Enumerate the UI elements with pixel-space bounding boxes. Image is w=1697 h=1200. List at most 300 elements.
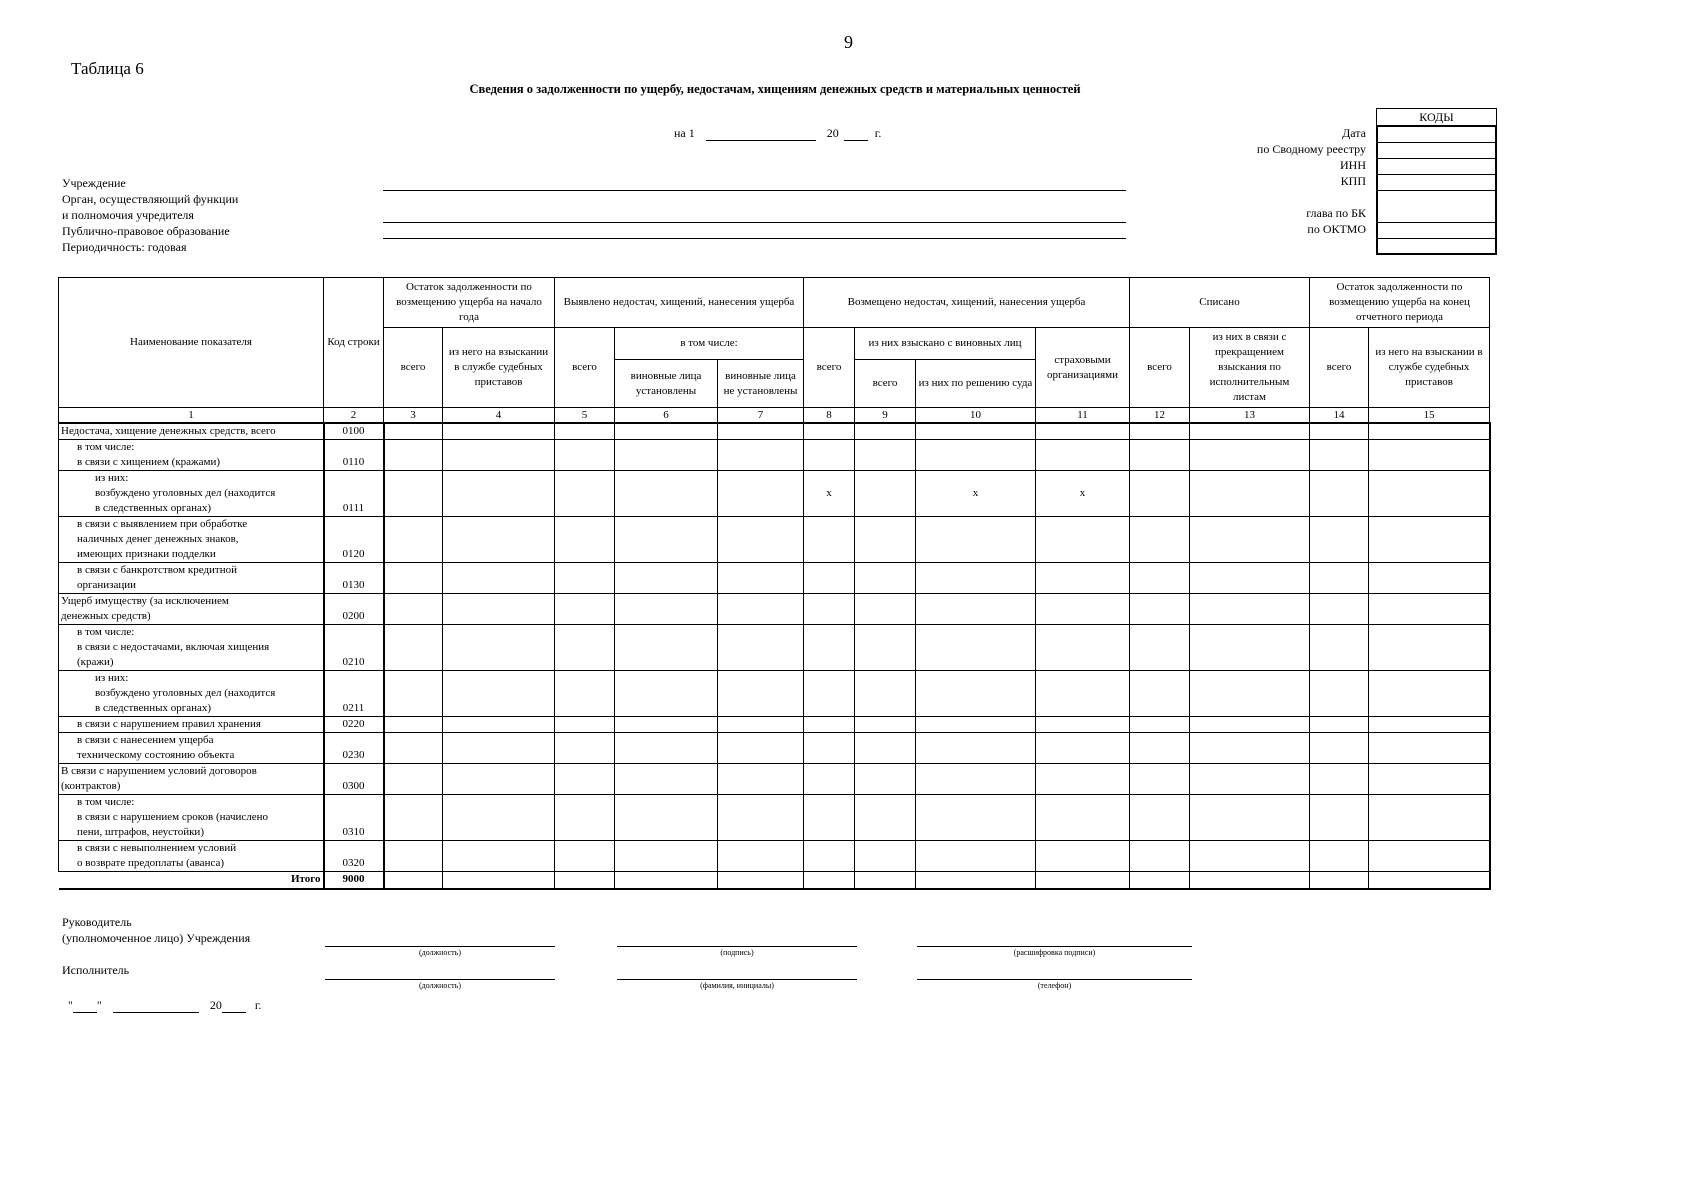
value-cell[interactable] — [855, 471, 916, 517]
signature-year-field[interactable] — [222, 999, 246, 1013]
signature-date-suffix: г. — [254, 998, 262, 1012]
executor-caption-name: (фамилия, инициалы) — [700, 981, 774, 990]
value-cell[interactable] — [1310, 471, 1369, 517]
code-cell-empty[interactable] — [1378, 239, 1495, 253]
column-number: 5 — [555, 408, 615, 424]
value-cell[interactable] — [1369, 841, 1490, 872]
value-cell[interactable] — [1310, 764, 1369, 795]
value-cell[interactable] — [855, 795, 916, 841]
total-value-cell[interactable] — [1190, 872, 1310, 889]
value-cell[interactable] — [384, 471, 443, 517]
column-number: 9 — [855, 408, 916, 424]
value-cell[interactable] — [443, 841, 555, 872]
total-value-cell[interactable] — [804, 872, 855, 889]
value-cell[interactable] — [1310, 517, 1369, 563]
value-cell[interactable] — [1130, 423, 1190, 440]
value-cell[interactable] — [615, 625, 718, 671]
column-number: 8 — [804, 408, 855, 424]
value-cell[interactable] — [384, 717, 443, 733]
value-cell[interactable] — [1130, 841, 1190, 872]
header-from-guilty: из них взыскано с виновных лиц — [855, 328, 1036, 360]
column-number-row — [59, 408, 1490, 424]
value-cell[interactable] — [1036, 563, 1130, 594]
code-cell-date[interactable] — [1378, 127, 1495, 143]
value-cell[interactable] — [1369, 795, 1490, 841]
executor-caption-position: (должность) — [419, 981, 461, 990]
public-entity-field-line[interactable] — [383, 238, 1126, 239]
value-cell[interactable] — [855, 764, 916, 795]
org-founder-label-1: Орган, осуществляющий функции — [62, 192, 239, 206]
row-code: 0130 — [324, 563, 384, 594]
value-cell[interactable] — [1310, 594, 1369, 625]
value-cell[interactable] — [615, 440, 718, 471]
value-cell[interactable] — [1310, 841, 1369, 872]
value-cell[interactable] — [1190, 733, 1310, 764]
value-cell[interactable] — [916, 440, 1036, 471]
value-cell[interactable] — [718, 733, 804, 764]
value-cell[interactable] — [555, 517, 615, 563]
not-applicable-mark: x — [804, 471, 855, 517]
value-cell[interactable] — [1369, 423, 1490, 440]
header-balance-start: Остаток задолженности по возмещению ущерба на начало года — [384, 278, 555, 328]
total-value-cell[interactable] — [855, 872, 916, 889]
row-code: 0300 — [324, 764, 384, 795]
head-signature-line[interactable] — [617, 946, 857, 947]
executor-position-line[interactable] — [325, 979, 555, 980]
value-cell[interactable] — [1190, 795, 1310, 841]
row-name: в том числе: в связи с нарушением сроков (начислено пени, штрафов, неустойки) — [59, 795, 324, 841]
value-cell[interactable] — [855, 733, 916, 764]
value-cell[interactable] — [443, 594, 555, 625]
value-cell[interactable] — [384, 440, 443, 471]
value-cell[interactable] — [1036, 440, 1130, 471]
total-value-cell[interactable] — [1130, 872, 1190, 889]
value-cell[interactable] — [1190, 717, 1310, 733]
value-cell[interactable] — [1190, 764, 1310, 795]
header-total-3: всего — [384, 328, 443, 408]
header-balance-end: Остаток задолженности по возмещению ущерба на конец отчетного периода — [1310, 278, 1490, 328]
value-cell[interactable] — [1036, 671, 1130, 717]
header-code: Код строки — [324, 278, 384, 408]
value-cell[interactable] — [718, 563, 804, 594]
value-cell[interactable] — [443, 795, 555, 841]
header-guilty-not-set: виновные лица не установлены — [718, 360, 804, 408]
code-cell-bk[interactable] — [1378, 191, 1495, 223]
value-cell[interactable] — [916, 733, 1036, 764]
value-cell[interactable] — [916, 625, 1036, 671]
date-quote-close: " — [96, 998, 102, 1012]
codes-header: КОДЫ — [1376, 108, 1497, 125]
periodicity-label: Периодичность: годовая — [62, 240, 187, 254]
date-year-field[interactable] — [844, 127, 868, 141]
value-cell[interactable] — [1190, 517, 1310, 563]
header-incl: в том числе: — [615, 328, 804, 360]
value-cell[interactable] — [555, 733, 615, 764]
total-value-cell[interactable] — [555, 872, 615, 889]
report-date-line — [674, 126, 881, 141]
row-code: 0111 — [324, 471, 384, 517]
value-cell[interactable] — [916, 671, 1036, 717]
value-cell[interactable] — [804, 440, 855, 471]
value-cell[interactable] — [855, 625, 916, 671]
value-cell[interactable] — [804, 625, 855, 671]
value-cell[interactable] — [1130, 795, 1190, 841]
value-cell[interactable] — [916, 795, 1036, 841]
value-cell[interactable] — [1190, 563, 1310, 594]
value-cell[interactable] — [1190, 841, 1310, 872]
column-number: 6 — [615, 408, 718, 424]
row-code: 0230 — [324, 733, 384, 764]
table-row — [59, 717, 1490, 733]
header-written-off: Списано — [1130, 278, 1310, 328]
value-cell[interactable] — [916, 764, 1036, 795]
code-cell-oktmo[interactable] — [1378, 223, 1495, 239]
value-cell[interactable] — [615, 594, 718, 625]
signature-date-line — [68, 998, 261, 1013]
value-cell[interactable] — [443, 517, 555, 563]
value-cell[interactable] — [555, 440, 615, 471]
value-cell[interactable] — [443, 563, 555, 594]
value-cell[interactable] — [718, 841, 804, 872]
row-name: в связи с нанесением ущерба техническому состоянию объекта — [59, 733, 324, 764]
column-number: 2 — [324, 408, 384, 424]
value-cell[interactable] — [384, 841, 443, 872]
column-number: 10 — [916, 408, 1036, 424]
value-cell[interactable] — [1310, 671, 1369, 717]
total-value-cell[interactable] — [1369, 872, 1490, 889]
value-cell[interactable] — [1310, 563, 1369, 594]
value-cell[interactable] — [1130, 671, 1190, 717]
row-code: 0211 — [324, 671, 384, 717]
value-cell[interactable] — [1369, 440, 1490, 471]
date-year-prefix: 20 — [826, 126, 839, 140]
header-name: Наименование показателя — [59, 278, 324, 408]
value-cell[interactable] — [1369, 717, 1490, 733]
value-cell[interactable] — [1130, 563, 1190, 594]
value-cell[interactable] — [1190, 440, 1310, 471]
value-cell[interactable] — [855, 841, 916, 872]
value-cell[interactable] — [855, 671, 916, 717]
value-cell[interactable] — [804, 423, 855, 440]
row-code: 0220 — [324, 717, 384, 733]
codes-block — [1376, 108, 1497, 255]
table-row — [59, 795, 1490, 841]
value-cell[interactable] — [1036, 841, 1130, 872]
row-name: в связи с выявлением при обработке наличных денег денежных знаков, имеющих признаки подделки — [59, 517, 324, 563]
value-cell[interactable] — [718, 795, 804, 841]
signature-day-field[interactable] — [73, 999, 97, 1013]
document-title: Сведения о задолженности по ущербу, недостачам, хищениям денежных средств и материальных ценностей — [469, 82, 1081, 96]
table-row — [59, 440, 1490, 471]
org-public-entity-label: Публично-правовое образование — [62, 224, 230, 238]
column-number: 3 — [384, 408, 443, 424]
value-cell[interactable] — [384, 517, 443, 563]
value-cell[interactable] — [1130, 594, 1190, 625]
total-label: Итого — [59, 872, 324, 889]
executor-label: Исполнитель — [62, 963, 130, 977]
value-cell[interactable] — [1190, 594, 1310, 625]
header-total-8: всего — [804, 328, 855, 408]
column-number: 12 — [1130, 408, 1190, 424]
value-cell[interactable] — [718, 517, 804, 563]
value-cell[interactable] — [555, 717, 615, 733]
value-cell[interactable] — [804, 717, 855, 733]
value-cell[interactable] — [555, 764, 615, 795]
total-value-cell[interactable] — [443, 872, 555, 889]
value-cell[interactable] — [1190, 471, 1310, 517]
value-cell[interactable] — [443, 764, 555, 795]
value-cell[interactable] — [718, 594, 804, 625]
column-number: 14 — [1310, 408, 1369, 424]
not-applicable-mark: x — [1036, 471, 1130, 517]
value-cell[interactable] — [1036, 625, 1130, 671]
org-founder-label-2: и полномочия учредителя — [62, 208, 194, 222]
total-code: 9000 — [324, 872, 384, 889]
value-cell[interactable] — [855, 563, 916, 594]
value-cell[interactable] — [718, 423, 804, 440]
value-cell[interactable] — [804, 594, 855, 625]
value-cell[interactable] — [718, 471, 804, 517]
table-body — [59, 423, 1490, 872]
value-cell[interactable] — [1310, 440, 1369, 471]
value-cell[interactable] — [1130, 471, 1190, 517]
value-cell[interactable] — [1369, 594, 1490, 625]
value-cell[interactable] — [1036, 717, 1130, 733]
value-cell[interactable] — [1130, 625, 1190, 671]
total-value-cell[interactable] — [916, 872, 1036, 889]
value-cell[interactable] — [855, 717, 916, 733]
value-cell[interactable] — [855, 423, 916, 440]
value-cell[interactable] — [855, 517, 916, 563]
value-cell[interactable] — [1130, 764, 1190, 795]
value-cell[interactable] — [443, 423, 555, 440]
value-cell[interactable] — [615, 733, 718, 764]
value-cell[interactable] — [555, 841, 615, 872]
value-cell[interactable] — [1130, 517, 1190, 563]
value-cell[interactable] — [384, 563, 443, 594]
signature-month-field[interactable] — [113, 999, 199, 1013]
header-bailiff-start: из него на взыскании в службе судебных приставов — [443, 328, 555, 408]
table-row — [59, 594, 1490, 625]
row-name: из них: возбуждено уголовных дел (находится в следственных органах) — [59, 471, 324, 517]
column-number: 15 — [1369, 408, 1490, 424]
value-cell[interactable] — [1036, 594, 1130, 625]
signature-year-prefix: 20 — [209, 998, 222, 1012]
table-row — [59, 517, 1490, 563]
value-cell[interactable] — [1130, 440, 1190, 471]
total-value-cell[interactable] — [1036, 872, 1130, 889]
total-value-cell[interactable] — [1310, 872, 1369, 889]
value-cell[interactable] — [555, 625, 615, 671]
value-cell[interactable] — [916, 423, 1036, 440]
value-cell[interactable] — [1369, 764, 1490, 795]
total-value-cell[interactable] — [718, 872, 804, 889]
value-cell[interactable] — [384, 423, 443, 440]
row-name: в связи с банкротством кредитной организации — [59, 563, 324, 594]
row-name: в том числе: в связи с хищением (кражами) — [59, 440, 324, 471]
founder-field-line[interactable] — [383, 222, 1126, 223]
value-cell[interactable] — [1036, 764, 1130, 795]
value-cell[interactable] — [443, 717, 555, 733]
value-cell[interactable] — [1369, 625, 1490, 671]
total-value-cell[interactable] — [384, 872, 443, 889]
head-caption-name: (расшифровка подписи) — [1013, 948, 1096, 957]
header-total-12: всего — [1130, 328, 1190, 408]
head-name-line[interactable] — [917, 946, 1192, 947]
value-cell[interactable] — [615, 423, 718, 440]
value-cell[interactable] — [916, 841, 1036, 872]
value-cell[interactable] — [384, 764, 443, 795]
value-cell[interactable] — [916, 717, 1036, 733]
value-cell[interactable] — [555, 795, 615, 841]
value-cell[interactable] — [1190, 625, 1310, 671]
value-cell[interactable] — [615, 717, 718, 733]
value-cell[interactable] — [1130, 733, 1190, 764]
value-cell[interactable] — [1310, 795, 1369, 841]
value-cell[interactable] — [1036, 423, 1130, 440]
table-row — [59, 625, 1490, 671]
total-row — [59, 872, 1490, 889]
value-cell[interactable] — [384, 594, 443, 625]
value-cell[interactable] — [804, 563, 855, 594]
code-label-bk: глава по БК — [1306, 206, 1366, 220]
value-cell[interactable] — [1369, 517, 1490, 563]
code-cell-kpp[interactable] — [1378, 175, 1495, 191]
head-position-line[interactable] — [325, 946, 555, 947]
code-cell-inn[interactable] — [1378, 159, 1495, 175]
value-cell[interactable] — [555, 594, 615, 625]
value-cell[interactable] — [855, 440, 916, 471]
value-cell[interactable] — [1369, 671, 1490, 717]
header-compensated: Возмещено недостач, хищений, нанесения ущерба — [804, 278, 1130, 328]
value-cell[interactable] — [615, 795, 718, 841]
page-number: 9 — [844, 32, 853, 52]
row-code: 0310 — [324, 795, 384, 841]
value-cell[interactable] — [718, 717, 804, 733]
value-cell[interactable] — [1036, 517, 1130, 563]
row-code: 0120 — [324, 517, 384, 563]
value-cell[interactable] — [1369, 733, 1490, 764]
executor-phone-line[interactable] — [917, 979, 1192, 980]
table-row — [59, 423, 1490, 440]
value-cell[interactable] — [615, 671, 718, 717]
value-cell[interactable] — [718, 671, 804, 717]
value-cell[interactable] — [443, 733, 555, 764]
date-quote-open: " — [68, 998, 73, 1012]
head-caption-position: (должность) — [419, 948, 461, 957]
value-cell[interactable] — [555, 671, 615, 717]
header-total-9: всего — [855, 360, 916, 408]
value-cell[interactable] — [615, 517, 718, 563]
value-cell[interactable] — [1369, 471, 1490, 517]
value-cell[interactable] — [804, 841, 855, 872]
value-cell[interactable] — [1036, 733, 1130, 764]
code-label-date: Дата — [1342, 126, 1366, 140]
value-cell[interactable] — [1310, 717, 1369, 733]
row-code: 0210 — [324, 625, 384, 671]
value-cell[interactable] — [615, 764, 718, 795]
row-name: в связи с невыполнением условий о возврате предоплаты (аванса) — [59, 841, 324, 872]
value-cell[interactable] — [1130, 717, 1190, 733]
value-cell[interactable] — [1369, 563, 1490, 594]
header-termination: из них в связи с прекращением взыскания по исполнительным листам — [1190, 328, 1310, 408]
table-label: Таблица 6 — [71, 59, 144, 78]
value-cell[interactable] — [855, 594, 916, 625]
value-cell[interactable] — [615, 841, 718, 872]
institution-field-line[interactable] — [383, 190, 1126, 191]
value-cell[interactable] — [1310, 625, 1369, 671]
table-row — [59, 733, 1490, 764]
date-suffix: г. — [874, 126, 882, 140]
row-name: в связи с нарушением правил хранения — [59, 717, 324, 733]
table-row — [59, 764, 1490, 795]
header-insurance: страховыми организациями — [1036, 328, 1130, 408]
value-cell[interactable] — [443, 671, 555, 717]
value-cell[interactable] — [555, 563, 615, 594]
value-cell[interactable] — [804, 517, 855, 563]
row-code: 0100 — [324, 423, 384, 440]
code-label-oktmo: по ОКТМО — [1307, 222, 1366, 236]
value-cell[interactable] — [443, 471, 555, 517]
row-name: Недостача, хищение денежных средств, всего — [59, 423, 324, 440]
column-number: 4 — [443, 408, 555, 424]
value-cell[interactable] — [916, 594, 1036, 625]
code-cell-registry[interactable] — [1378, 143, 1495, 159]
row-name: В связи с нарушением условий договоров (контрактов) — [59, 764, 324, 795]
value-cell[interactable] — [615, 563, 718, 594]
value-cell[interactable] — [916, 563, 1036, 594]
debt-table — [58, 277, 1491, 890]
value-cell[interactable] — [1190, 671, 1310, 717]
header-total-5: всего — [555, 328, 615, 408]
value-cell[interactable] — [718, 625, 804, 671]
value-cell[interactable] — [1310, 423, 1369, 440]
row-name: из них: возбуждено уголовных дел (находится в следственных органах) — [59, 671, 324, 717]
row-code: 0200 — [324, 594, 384, 625]
value-cell[interactable] — [1190, 423, 1310, 440]
value-cell[interactable] — [718, 440, 804, 471]
header-guilty-set: виновные лица установлены — [615, 360, 718, 408]
table-row — [59, 671, 1490, 717]
header-total-14: всего — [1310, 328, 1369, 408]
value-cell[interactable] — [443, 625, 555, 671]
value-cell[interactable] — [1036, 795, 1130, 841]
value-cell[interactable] — [916, 517, 1036, 563]
total-value-cell[interactable] — [615, 872, 718, 889]
value-cell[interactable] — [615, 471, 718, 517]
row-name: в том числе: в связи с недостачами, включая хищения (кражи) — [59, 625, 324, 671]
value-cell[interactable] — [443, 440, 555, 471]
value-cell[interactable] — [804, 764, 855, 795]
value-cell[interactable] — [384, 625, 443, 671]
value-cell[interactable] — [384, 671, 443, 717]
column-number: 11 — [1036, 408, 1130, 424]
code-label-registry: по Сводному реестру — [1256, 142, 1366, 156]
value-cell[interactable] — [384, 795, 443, 841]
value-cell[interactable] — [804, 795, 855, 841]
code-label-inn: ИНН — [1340, 158, 1366, 172]
executor-name-line[interactable] — [617, 979, 857, 980]
value-cell[interactable] — [1310, 733, 1369, 764]
value-cell[interactable] — [804, 733, 855, 764]
value-cell[interactable] — [384, 733, 443, 764]
value-cell[interactable] — [804, 671, 855, 717]
date-day-month-field[interactable] — [706, 127, 816, 141]
value-cell[interactable] — [555, 471, 615, 517]
value-cell[interactable] — [555, 423, 615, 440]
value-cell[interactable] — [718, 764, 804, 795]
table-row — [59, 841, 1490, 872]
